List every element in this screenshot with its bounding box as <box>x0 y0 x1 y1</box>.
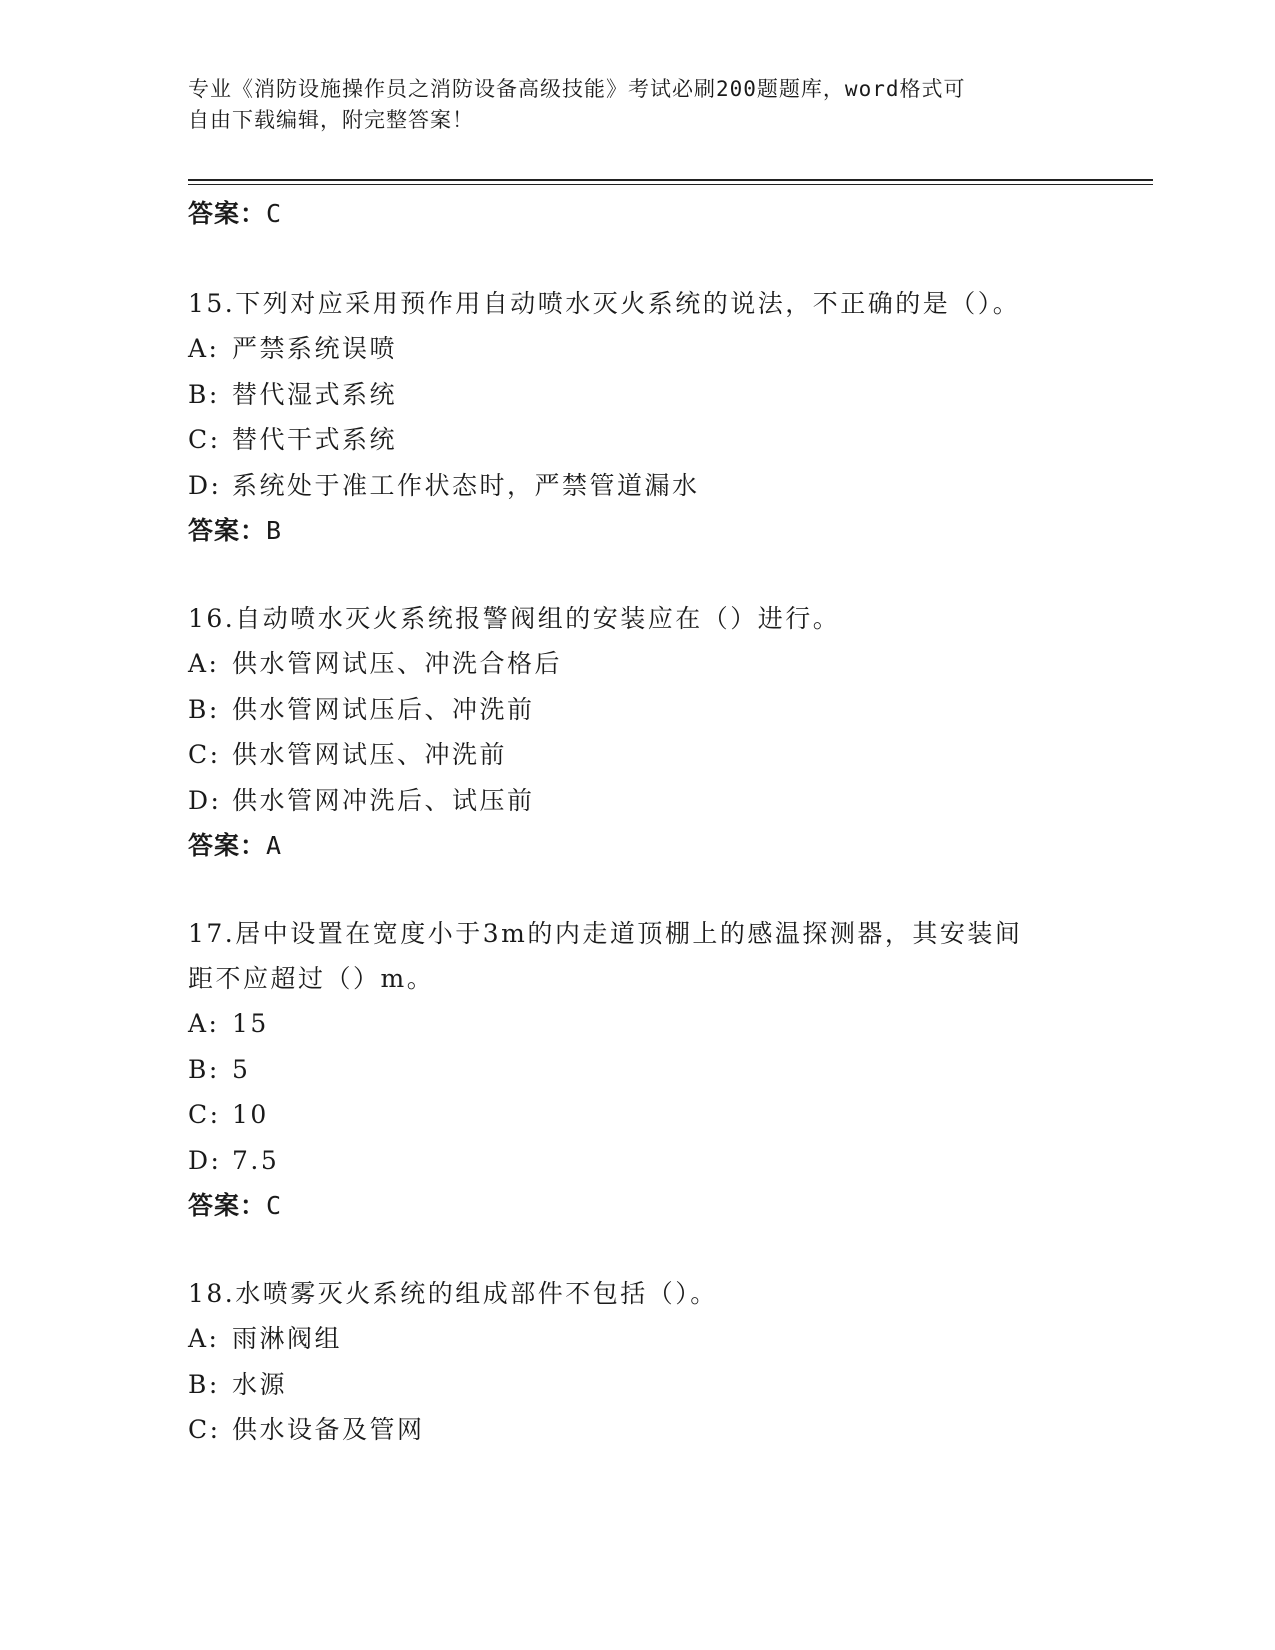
option-text: 水源 <box>232 1369 288 1399</box>
option-letter: D: <box>188 470 222 500</box>
option-text: 10 <box>232 1100 269 1129</box>
option-text: 替代湿式系统 <box>232 379 398 409</box>
option-letter: B: <box>188 1369 220 1399</box>
option-letter: B: <box>188 694 220 724</box>
option-b <box>188 687 1088 733</box>
answer-value: C <box>266 1191 283 1220</box>
option-a <box>188 641 1088 687</box>
option-letter: D: <box>188 1145 222 1175</box>
option-a <box>188 1316 1088 1362</box>
question-17 <box>188 911 1088 1228</box>
option-text: 替代干式系统 <box>232 425 398 454</box>
question-text-line-2: 距不应超过（）m。 <box>188 964 435 993</box>
question-text: 16.自动喷水灭火系统报警阀组的安装应在（）进行。 <box>188 604 841 633</box>
option-text: 供水管网试压、冲洗前 <box>232 740 508 769</box>
option-letter: A: <box>188 1009 220 1038</box>
option-text: 供水管网冲洗后、试压前 <box>232 785 535 815</box>
option-text: 严禁系统误喷 <box>232 334 398 363</box>
header-divider-thick <box>188 179 1153 181</box>
question-list <box>188 191 1088 1453</box>
answer-value: A <box>266 831 283 860</box>
option-text: 供水管网试压后、冲洗前 <box>232 694 535 724</box>
option-text: 5 <box>232 1054 251 1084</box>
question-18 <box>188 1271 1088 1453</box>
option-letter: D: <box>188 785 222 815</box>
option-letter: A: <box>188 1324 220 1353</box>
option-d <box>188 463 1088 509</box>
option-b <box>188 372 1088 418</box>
option-text: 供水设备及管网 <box>232 1415 425 1444</box>
header-divider-thin <box>188 184 1153 185</box>
option-text: 雨淋阀组 <box>232 1324 343 1353</box>
option-letter: C: <box>188 740 221 769</box>
answer <box>188 823 1088 868</box>
answer-label: 答案： <box>188 199 267 228</box>
question-16 <box>188 596 1088 868</box>
option-c <box>188 417 1088 463</box>
document-header <box>188 74 1068 136</box>
header-line-2: 自由下载编辑，附完整答案！ <box>188 108 474 132</box>
answer <box>188 508 1088 553</box>
option-c <box>188 1407 1088 1453</box>
option-text: 15 <box>232 1009 269 1038</box>
option-d <box>188 778 1088 824</box>
option-letter: C: <box>188 1415 221 1444</box>
previous-answer <box>188 191 1088 236</box>
option-letter: A: <box>188 649 220 678</box>
option-letter: A: <box>188 334 220 363</box>
answer-label: 答案： <box>188 1191 267 1220</box>
option-letter: C: <box>188 1100 221 1129</box>
question-15 <box>188 281 1088 553</box>
option-text: 系统处于准工作状态时，严禁管道漏水 <box>232 470 700 500</box>
option-c <box>188 1092 1088 1138</box>
answer-label: 答案： <box>188 831 267 860</box>
option-a <box>188 1001 1088 1047</box>
option-letter: C: <box>188 425 221 454</box>
option-letter: B: <box>188 379 220 409</box>
option-b <box>188 1362 1088 1408</box>
option-text: 7.5 <box>232 1145 280 1175</box>
question-text: 18.水喷雾灭火系统的组成部件不包括（）。 <box>188 1279 718 1308</box>
option-c <box>188 732 1088 778</box>
option-letter: B: <box>188 1054 220 1084</box>
option-a <box>188 326 1088 372</box>
answer <box>188 1183 1088 1228</box>
answer-value: B <box>266 516 283 545</box>
option-d <box>188 1138 1088 1184</box>
option-text: 供水管网试压、冲洗合格后 <box>232 649 563 678</box>
question-text: 15.下列对应采用预作用自动喷水灭火系统的说法，不正确的是（）。 <box>188 289 1021 318</box>
answer-value: C <box>266 199 283 228</box>
option-b <box>188 1047 1088 1093</box>
header-line-1: 专业《消防设施操作员之消防设备高级技能》考试必刷200题题库，word格式可 <box>188 77 966 101</box>
answer-label: 答案： <box>188 516 267 545</box>
question-text-line-1: 17.居中设置在宽度小于3m的内走道顶棚上的感温探测器，其安装间 <box>188 919 1023 948</box>
